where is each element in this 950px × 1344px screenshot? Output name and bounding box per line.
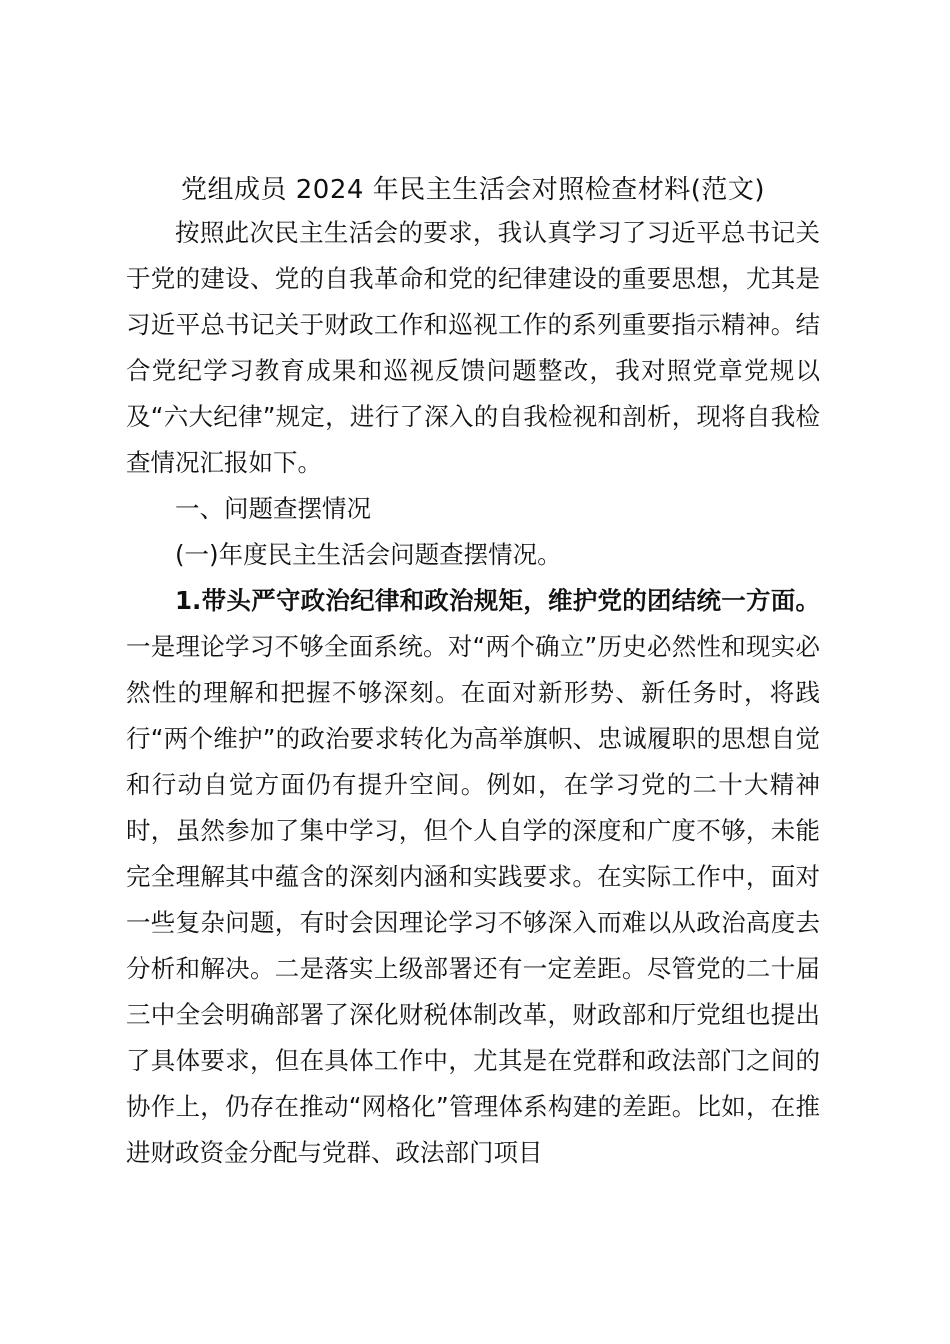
document-page — [126, 170, 820, 1176]
item-paragraph — [126, 578, 820, 1176]
item-heading: 1.带头严守政治纪律和政治规矩，维护党的团结统一方面。 — [175, 586, 820, 615]
document-title: 党组成员 2024 年民主生活会对照检查材料(范文) — [181, 175, 765, 205]
item-body: 一是理论学习不够全面系统。对“两个确立”历史必然性和现实必然性的理解和把握不够深刻。在面对新形势、新任务时，将践行“两个维护”的政治要求转化为高举旗帜、忠诚履职的思想自觉和行动自觉方面仍有提升空间。例如，在学习党的二十大精神时，虽然参加了集中学习，但个人自学的深度和广度不够，未能完全理解其中蕴含的深刻内涵和实践要求。在实际工作中，面对一些复杂问题，有时会因理论学习不够深入而难以从政治高度去分析和解决。二是落实上级部署还有一定差距。尽管党的二十届三中全会明确部署了深化财税体制改革，财政部和厅党组也提出了具体要求，但在具体工作中，尤其是在党群和政法部门之间的协作上，仍存在推动“网格化”管理体系构建的差距。比如，在推进财政资金分配与党群、政法部门项目 — [126, 632, 820, 1167]
intro-paragraph: 按照此次民主生活会的要求，我认真学习了习近平总书记关于党的建设、党的自我革命和党的纪律建设的重要思想，尤其是习近平总书记关于财政工作和巡视工作的系列重要指示精神。结合党纪学习教育成果和巡视反馈问题整改，我对照党章党规以及“六大纪律”规定，进行了深入的自我检视和剖析，现将自我检查情况汇报如下。 — [126, 218, 820, 477]
section-heading: 一、问题查摆情况 — [175, 494, 371, 523]
subsection-heading: (一)年度民主生活会问题查摆情况。 — [175, 540, 562, 569]
